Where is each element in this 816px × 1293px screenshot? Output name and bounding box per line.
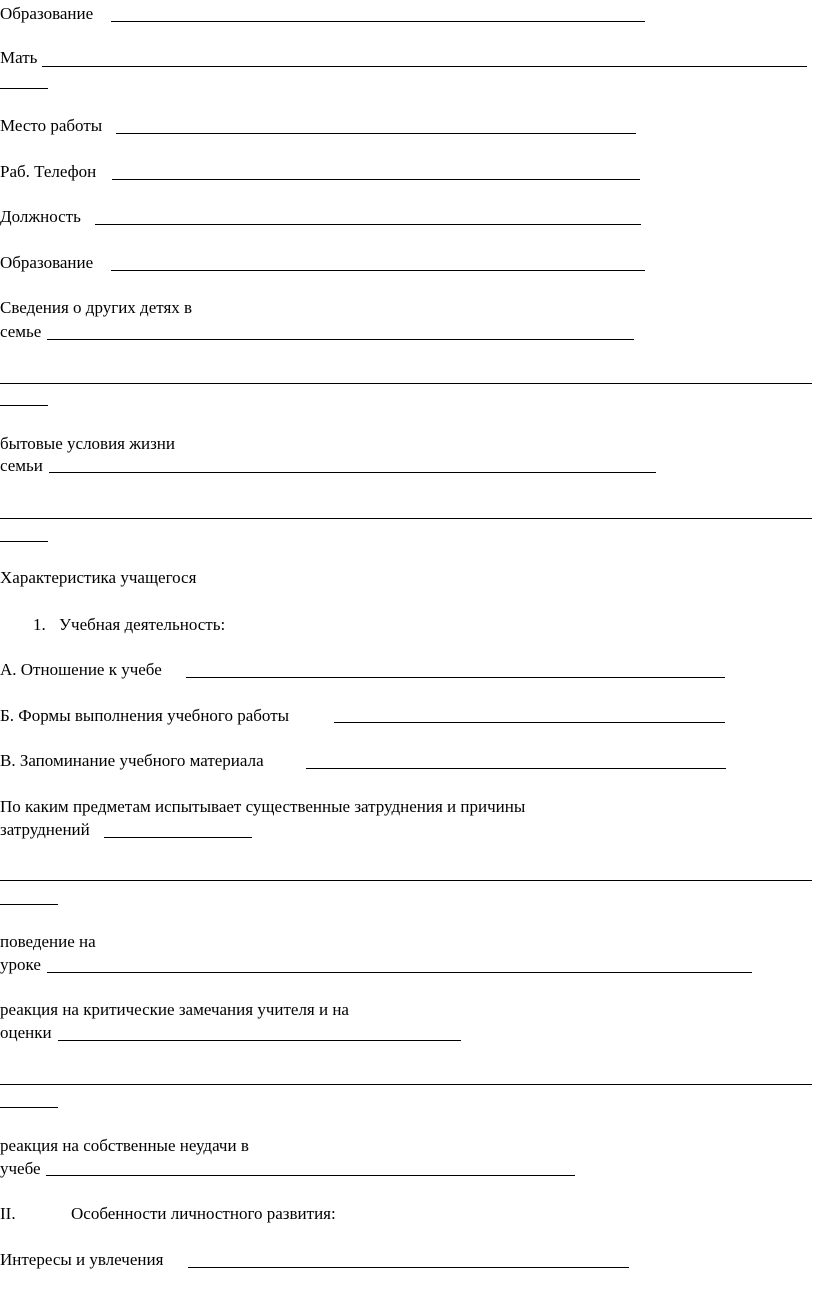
- field-living-conditions-line2[interactable]: [0, 518, 812, 519]
- label-education-1: Образование: [0, 4, 94, 23]
- section-1-title: Учебная деятельность:: [59, 615, 226, 634]
- label-living-conditions-line2: семьи: [0, 456, 43, 475]
- label-behavior-line2: уроке: [0, 955, 41, 974]
- field-difficulties-line2[interactable]: [0, 880, 812, 881]
- label-reaction-criticism-line2: оценки: [0, 1023, 52, 1042]
- label-reaction-failures-line2: учебе: [0, 1159, 41, 1178]
- field-reaction-failures[interactable]: [46, 1175, 575, 1176]
- field-living-conditions-line3[interactable]: [0, 541, 48, 542]
- label-work-phone: Раб. Телефон: [0, 162, 97, 181]
- label-interests: Интересы и увлечения: [0, 1250, 164, 1269]
- label-reaction-criticism-line1: реакция на критические замечания учителя и на: [0, 1000, 349, 1019]
- label-item-v: В. Запоминание учебного материала: [0, 751, 264, 770]
- field-item-b[interactable]: [334, 722, 725, 723]
- field-reaction-criticism-line2[interactable]: [0, 1084, 812, 1085]
- section-2-number: II.: [0, 1204, 16, 1223]
- label-other-children-line2: семье: [0, 322, 42, 341]
- section-1-number: 1.: [33, 615, 46, 634]
- field-position[interactable]: [95, 224, 641, 225]
- section-student-characteristic: Характеристика учащегося: [0, 568, 197, 587]
- label-living-conditions-line1: бытовые условия жизни: [0, 434, 175, 453]
- field-education-2[interactable]: [111, 270, 645, 271]
- label-difficulties-line1: По каким предметам испытывает существенные затруднения и причины: [0, 797, 526, 816]
- label-difficulties-line2: затруднений: [0, 820, 90, 839]
- field-other-children-line2[interactable]: [0, 383, 812, 384]
- field-item-v[interactable]: [306, 768, 726, 769]
- field-mother-continued[interactable]: [0, 88, 48, 89]
- field-reaction-criticism-line3[interactable]: [0, 1107, 58, 1108]
- field-difficulties-line3[interactable]: [0, 904, 58, 905]
- field-education-1[interactable]: [111, 21, 645, 22]
- field-work-phone[interactable]: [112, 179, 640, 180]
- label-item-a: А. Отношение к учебе: [0, 660, 162, 679]
- label-position: Должность: [0, 207, 81, 226]
- label-behavior-line1: поведение на: [0, 932, 96, 951]
- field-item-a[interactable]: [186, 677, 725, 678]
- field-living-conditions[interactable]: [49, 472, 656, 473]
- field-reaction-criticism[interactable]: [58, 1040, 461, 1041]
- section-2-title: Особенности личностного развития:: [71, 1204, 336, 1223]
- field-workplace[interactable]: [116, 133, 636, 134]
- field-difficulties[interactable]: [104, 837, 252, 838]
- field-interests[interactable]: [188, 1267, 629, 1268]
- label-item-b: Б. Формы выполнения учебного работы: [0, 706, 290, 725]
- label-other-children-line1: Сведения о других детях в: [0, 298, 193, 317]
- field-other-children-line3[interactable]: [0, 405, 48, 406]
- field-other-children[interactable]: [47, 339, 634, 340]
- field-behavior[interactable]: [47, 972, 752, 973]
- label-education-2: Образование: [0, 253, 94, 272]
- label-mother: Мать: [0, 48, 38, 67]
- label-reaction-failures-line1: реакция на собственные неудачи в: [0, 1136, 249, 1155]
- label-workplace: Место работы: [0, 116, 103, 135]
- field-mother[interactable]: [42, 66, 807, 67]
